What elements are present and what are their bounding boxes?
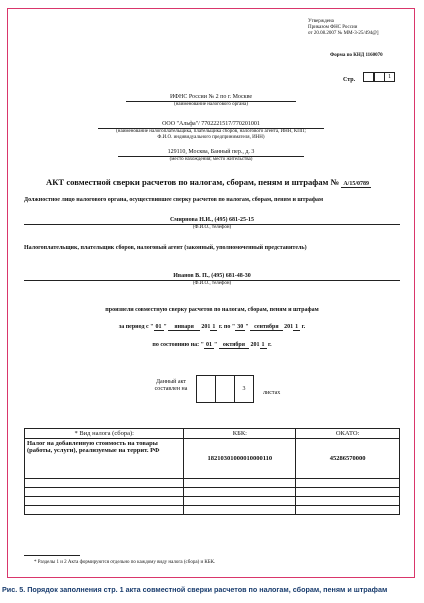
period-from-month: января — [168, 324, 200, 331]
approval-note — [308, 19, 412, 37]
taxpayer-rep-hint: (Ф.И.О., телефон) — [192, 281, 232, 286]
approval-line: Приказом ФНС России — [308, 25, 358, 30]
period-label: за период с — [118, 324, 149, 330]
taxpayer-address: 129110, Москва, Банный пер., д. 3 — [118, 149, 304, 157]
reconciliation-statement: произвели совместную сверку расчетов по налогам, сборам, пеням и штрафам — [105, 307, 319, 313]
page-label: Стр. — [343, 77, 356, 83]
year-end-label: г. — [268, 342, 272, 348]
table-row — [25, 479, 400, 488]
sheets-label-line: Данный акт — [155, 379, 187, 385]
tax-authority-name: ИФНС России № 2 по г. Москве — [126, 94, 296, 102]
sheets-label-line: составлен на — [154, 386, 188, 392]
year-end-label: г. — [301, 324, 306, 330]
year-prefix: 201 — [201, 324, 211, 330]
kbk-cell — [184, 479, 296, 488]
official-label: Должностное лицо налогового органа, осуществившее сверку расчетов по налогам, сборам, пеням и штрафам — [24, 197, 324, 203]
kbk-cell — [184, 488, 296, 497]
tax-type-cell — [25, 479, 184, 488]
period-from-year: 1 — [212, 324, 216, 330]
taxpayer-name: ООО "Альфа"/ 7702221517/770201001 — [98, 121, 324, 129]
approval-line: от 20.08.2007 № ММ-3-25/494@] — [308, 31, 379, 36]
column-header: ОКАТО: — [296, 429, 400, 439]
official-hint: (Ф.И.О., телефон) — [192, 225, 232, 230]
sheets-suffix: листах — [263, 390, 281, 396]
state-day: 01 — [206, 342, 213, 348]
taxpayer-hint: Ф.И.О. индивидуального предпринимателя, ИНН) — [157, 135, 265, 140]
table-row — [25, 497, 400, 506]
act-number: А/15/0789 — [343, 181, 369, 187]
period-from-day: 01 — [155, 324, 162, 330]
document-page — [7, 8, 415, 578]
footnote-separator — [24, 555, 80, 556]
period-line: за период с " 01 " января 201 1 г. по " 30 " сентября 201 1 г. — [118, 324, 306, 330]
sheets-digit-box: 3 — [234, 375, 254, 403]
tax-type-table — [24, 428, 400, 515]
year-prefix: 201 — [250, 342, 260, 348]
footnote: * Разделы 1 и 2 Акта формируются отдельно по каждому виду налога (сбора) и КБК. — [34, 560, 216, 565]
okato-cell — [296, 506, 400, 515]
tax-type-cell — [25, 506, 184, 515]
official-value: Смирнова Н.И., (495) 681-25-15 — [24, 217, 400, 225]
column-header: КБК: — [184, 429, 296, 439]
act-title-text: АКТ совместной сверки расчетов по налогам, сборам, пеням и штрафам № — [46, 177, 340, 187]
taxpayer-hint: (наименование налогоплательщика, плательщика сборов, налогового агента, ИНН, КПП; — [116, 129, 306, 134]
period-to-month: сентября — [250, 324, 283, 331]
tax-type-cell — [25, 497, 184, 506]
page-number-field — [343, 68, 395, 86]
figure-caption: Рис. 5. Порядок заполнения стр. 1 акта совместной сверки расчетов по налогам, сборам, пеням и штрафам — [2, 585, 388, 594]
state-year: 1 — [261, 342, 265, 348]
period-to-label: г. по — [218, 324, 231, 330]
sheets-digit-box — [196, 375, 216, 403]
tax-authority-hint: (наименование налогового органа) — [174, 102, 248, 107]
period-to-year: 1 — [295, 324, 299, 330]
sheets-label — [140, 379, 202, 393]
state-date-line: по состоянию на: " 01 " октября 201 1 г. — [152, 342, 272, 348]
okato-cell — [296, 488, 400, 497]
tax-type-cell — [25, 488, 184, 497]
okato-cell — [296, 497, 400, 506]
table-row — [25, 506, 400, 515]
okato-cell: 45286570000 — [296, 439, 400, 479]
table-row — [25, 439, 400, 479]
kbk-cell: 18210301000010000110 — [184, 439, 296, 479]
act-title — [46, 177, 406, 187]
table-row — [25, 488, 400, 497]
state-date-label: по состоянию на: — [152, 342, 200, 348]
state-month: октября — [219, 342, 249, 349]
period-to-day: 30 — [237, 324, 244, 330]
table-header-row — [25, 429, 400, 439]
page-digit-box: 1 — [384, 72, 395, 82]
okato-cell — [296, 479, 400, 488]
kbk-cell — [184, 506, 296, 515]
taxpayer-rep-value: Иванов В. П., (495) 681-48-30 — [24, 273, 400, 281]
address-hint: (место нахождения; место жительства) — [169, 157, 253, 162]
tax-type-cell: Налог на добавленную стоимость на товары (работы, услуги), реализуемые на террит. РФ — [25, 439, 184, 479]
form-code: Форма по КНД 1160070 — [330, 53, 383, 58]
kbk-cell — [184, 497, 296, 506]
year-prefix: 201 — [284, 324, 294, 330]
column-header: * Вид налога (сбора): — [25, 429, 184, 439]
sheets-digit-box — [215, 375, 235, 403]
approval-line: Утверждена — [308, 19, 334, 24]
taxpayer-rep-label: Налогоплательщик, плательщик сборов, налоговый агент (законный, уполномоченный представитель) — [24, 245, 307, 251]
